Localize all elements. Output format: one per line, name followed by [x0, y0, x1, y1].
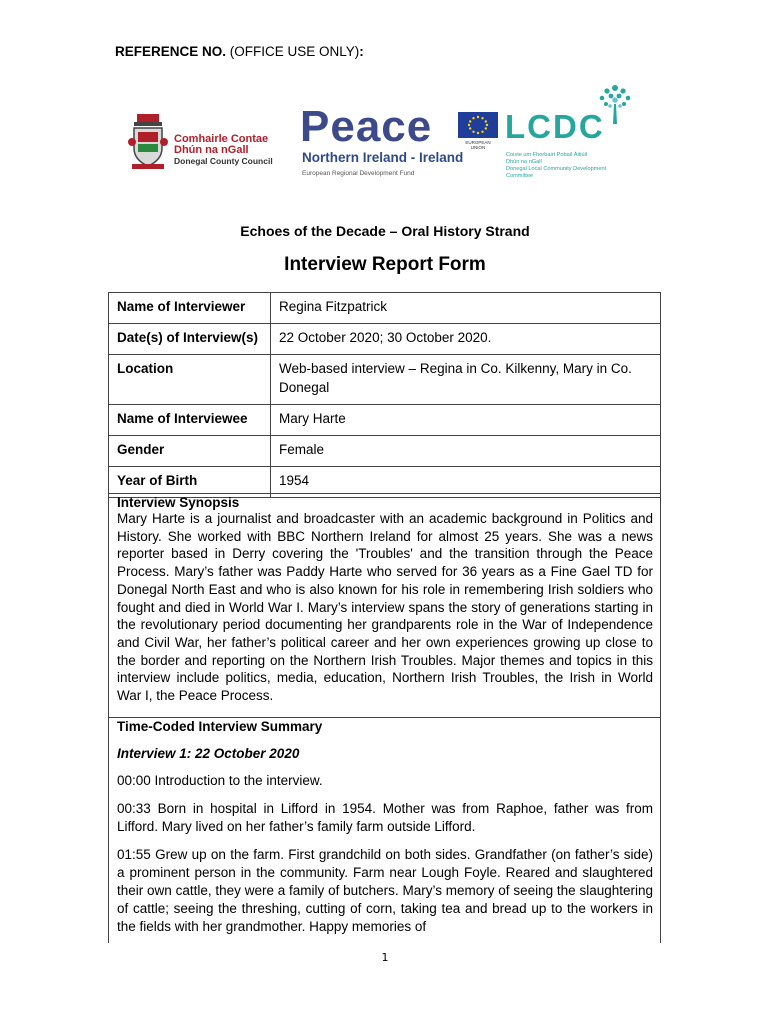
info-key: Date(s) of Interview(s): [109, 324, 271, 355]
table-row: [109, 436, 661, 467]
time-coded-summary: [108, 717, 661, 943]
table-row: [109, 355, 661, 405]
info-key: Gender: [109, 436, 271, 467]
council-line1: Comhairle Contae: [174, 133, 269, 145]
summary-heading: Time-Coded Interview Summary: [117, 719, 323, 734]
info-value: Web-based interview – Regina in Co. Kilkenny, Mary in Co. Donegal: [271, 355, 661, 405]
summary-entry: 00:33 Born in hospital in Lifford in 1954. Mother was from Raphoe, father was from Lifford. Mary lived on her father’s family farm outside Lifford.: [117, 801, 653, 834]
info-key: Name of Interviewee: [109, 405, 271, 436]
eu-logo: [458, 112, 498, 148]
peace-subtitle: Northern Ireland - Ireland: [302, 150, 464, 165]
lcdc-line4: Committee: [506, 173, 534, 179]
interview-info-table: [108, 292, 661, 498]
interview-synopsis: [108, 493, 661, 718]
info-key: Name of Interviewer: [109, 293, 271, 324]
info-value: Regina Fitzpatrick: [271, 293, 661, 324]
info-value: 1954: [271, 467, 661, 498]
info-key: Year of Birth: [109, 467, 271, 498]
table-row: [109, 293, 661, 324]
reference-colon: :: [359, 44, 364, 59]
table-row: [109, 324, 661, 355]
strand-heading: Echoes of the Decade – Oral History Strand: [240, 223, 530, 239]
page-title: Interview Report Form: [284, 254, 486, 275]
reference-label: REFERENCE NO.: [115, 44, 227, 59]
eu-label: EUROPEAN UNION: [465, 140, 491, 150]
lcdc-wordmark: LCDC: [505, 108, 605, 145]
lcdc-subtitle: [506, 152, 606, 180]
info-key: Location: [109, 355, 271, 405]
page-number: 1: [381, 951, 389, 964]
summary-entry: 00:00 Introduction to the interview.: [117, 773, 323, 788]
council-crest-icon: [128, 114, 168, 170]
council-line3: Donegal County Council: [174, 156, 273, 166]
lcdc-line2: Dhún na nGall: [506, 159, 542, 165]
council-text: [174, 134, 273, 167]
lcdc-line3: Donegal Local Community Development: [506, 166, 607, 172]
synopsis-text: Mary Harte is a journalist and broadcaster with an academic background in Politics and History. She worked with BBC Northern Ireland for almost 25 years. She was a news reporter based in Derry covering the 'Troubles' and the transition through the Peace Process. Mary’s father was Paddy Harte who served for 36 years as a Fine Gael TD for Donegal North East and who is also known for his role in remembering Irish soldiers who fought and died in World War I. Mary’s interview spans the story of generations starting in the revolutionary period documenting her grandparents role in the War of Independence and Civil War, her father’s political career and her own experiences growing up close to the border and reporting on the Northern Irish Troubles. Major themes and topics in this interview include politics, media, education, Northern Irish Troubles, the Irish in World War I, the Peace Process.: [117, 511, 653, 704]
info-value: Mary Harte: [271, 405, 661, 436]
peace-fund: European Regional Development Fund: [302, 170, 415, 177]
lcdc-line1: Coiste um Fhorbairt Pobail Áitiúil: [506, 152, 588, 158]
peace-wordmark: Peace: [300, 102, 433, 151]
lcdc-logo: [505, 82, 625, 180]
info-value: 22 October 2020; 30 October 2020.: [271, 324, 661, 355]
table-row: [109, 405, 661, 436]
synopsis-heading: Interview Synopsis: [117, 495, 240, 510]
info-value: Female: [271, 436, 661, 467]
council-line2: Dhún na nGall: [174, 144, 249, 156]
donegal-council-logo: [128, 112, 288, 172]
interview-heading: Interview 1: 22 October 2020: [117, 746, 300, 761]
reference-number: [115, 44, 364, 59]
summary-entry: 01:55 Grew up on the farm. First grandchild on both sides. Grandfather (on father’s side) a prominent person in the community. Farm near Lough Foyle. Reared and slaughtered their own cattle, they were a family of butchers. Mary’s memory of seeing the slaughtering of cattle; seeing the threshing, cutting of corn, taking tea and bread up to the workers in the fields with her grandmother. Happy memories of: [117, 847, 653, 934]
eu-flag-icon: [458, 112, 498, 138]
reference-note: (OFFICE USE ONLY): [229, 44, 360, 59]
